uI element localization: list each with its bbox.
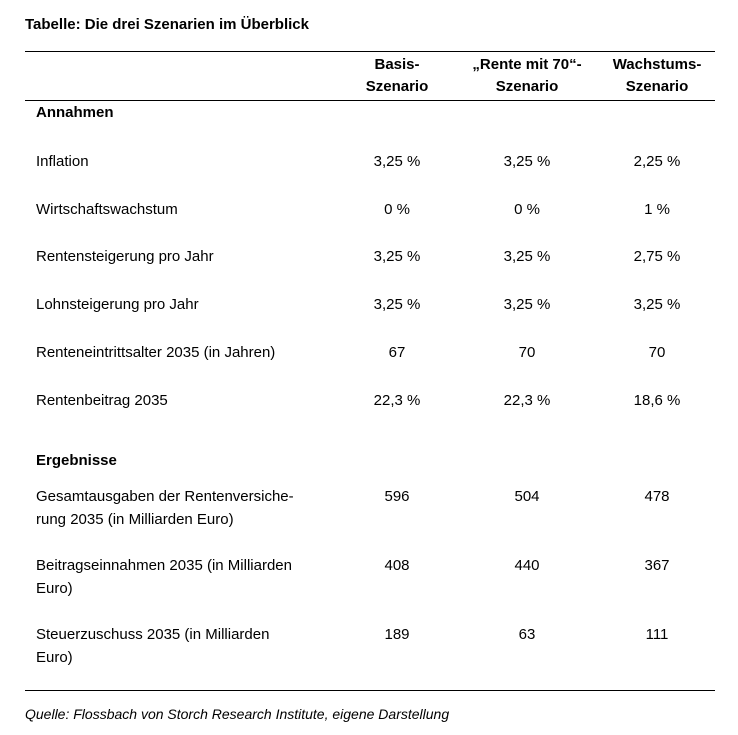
- header-rente70: [457, 54, 597, 98]
- cell-rente70: 3,25 %: [503, 296, 551, 313]
- row-label-line2: Euro): [36, 649, 73, 666]
- cell-wachstum: 18,6 %: [633, 392, 681, 409]
- row-label-line1: Gesamtausgaben der Rentenversiche-: [36, 488, 294, 505]
- row-label: Rentensteigerung pro Jahr: [36, 248, 214, 265]
- cell-rente70: 3,25 %: [503, 248, 551, 265]
- row-label: [36, 623, 326, 669]
- cell-wachstum: 111: [645, 626, 669, 643]
- row-label: [36, 485, 326, 531]
- section-assumptions: Annahmen: [36, 104, 114, 121]
- header-wachstum-line2: Szenario: [625, 78, 689, 95]
- row-label: Renteneintrittsalter 2035 (in Jahren): [36, 344, 276, 361]
- cell-wachstum: 2,75 %: [633, 248, 681, 265]
- table-title: Tabelle: Die drei Szenarien im Überblick: [25, 16, 309, 33]
- cell-basis: 189: [384, 626, 410, 643]
- cell-wachstum: 478: [644, 488, 670, 505]
- header-basis: [327, 54, 467, 98]
- header-rente70-line1: „Rente mit 70“-: [472, 56, 582, 73]
- source-note: Quelle: Flossbach von Storch Research Institute, eigene Darstellung: [25, 706, 450, 722]
- cell-wachstum: 367: [644, 557, 670, 574]
- cell-wachstum: 1 %: [644, 201, 670, 218]
- cell-basis: 0 %: [384, 201, 410, 218]
- header-wachstum-line1: Wachstums-: [612, 56, 702, 73]
- row-label-line2: rung 2035 (in Milliarden Euro): [36, 511, 234, 528]
- cell-wachstum: 2,25 %: [633, 153, 681, 170]
- table-bottom-rule: [25, 690, 715, 691]
- header-rule: [25, 100, 715, 101]
- row-label: Rentenbeitrag 2035: [36, 392, 168, 409]
- cell-basis: 408: [384, 557, 410, 574]
- header-wachstum: [587, 54, 727, 98]
- cell-rente70: 70: [518, 344, 536, 361]
- cell-basis: 67: [388, 344, 406, 361]
- row-label-line1: Beitragseinnahmen 2035 (in Milliarden: [36, 557, 292, 574]
- header-rente70-line2: Szenario: [495, 78, 559, 95]
- header-basis-line2: Szenario: [365, 78, 429, 95]
- cell-rente70: 0 %: [514, 201, 540, 218]
- cell-rente70: 63: [518, 626, 536, 643]
- row-label-line2: Euro): [36, 580, 73, 597]
- cell-basis: 596: [384, 488, 410, 505]
- cell-rente70: 22,3 %: [503, 392, 551, 409]
- cell-rente70: 3,25 %: [503, 153, 551, 170]
- cell-wachstum: 70: [648, 344, 666, 361]
- cell-basis: 22,3 %: [373, 392, 421, 409]
- row-label: [36, 554, 326, 600]
- cell-rente70: 504: [514, 488, 540, 505]
- row-label: Inflation: [36, 153, 89, 170]
- cell-wachstum: 3,25 %: [633, 296, 681, 313]
- cell-basis: 3,25 %: [373, 296, 421, 313]
- table-top-rule: [25, 51, 715, 52]
- cell-rente70: 440: [514, 557, 540, 574]
- header-basis-line1: Basis-: [374, 56, 420, 73]
- section-results: Ergebnisse: [36, 452, 117, 469]
- row-label: Wirtschaftswachstum: [36, 201, 178, 218]
- row-label: Lohnsteigerung pro Jahr: [36, 296, 199, 313]
- cell-basis: 3,25 %: [373, 153, 421, 170]
- cell-basis: 3,25 %: [373, 248, 421, 265]
- row-label-line1: Steuerzuschuss 2035 (in Milliarden: [36, 626, 270, 643]
